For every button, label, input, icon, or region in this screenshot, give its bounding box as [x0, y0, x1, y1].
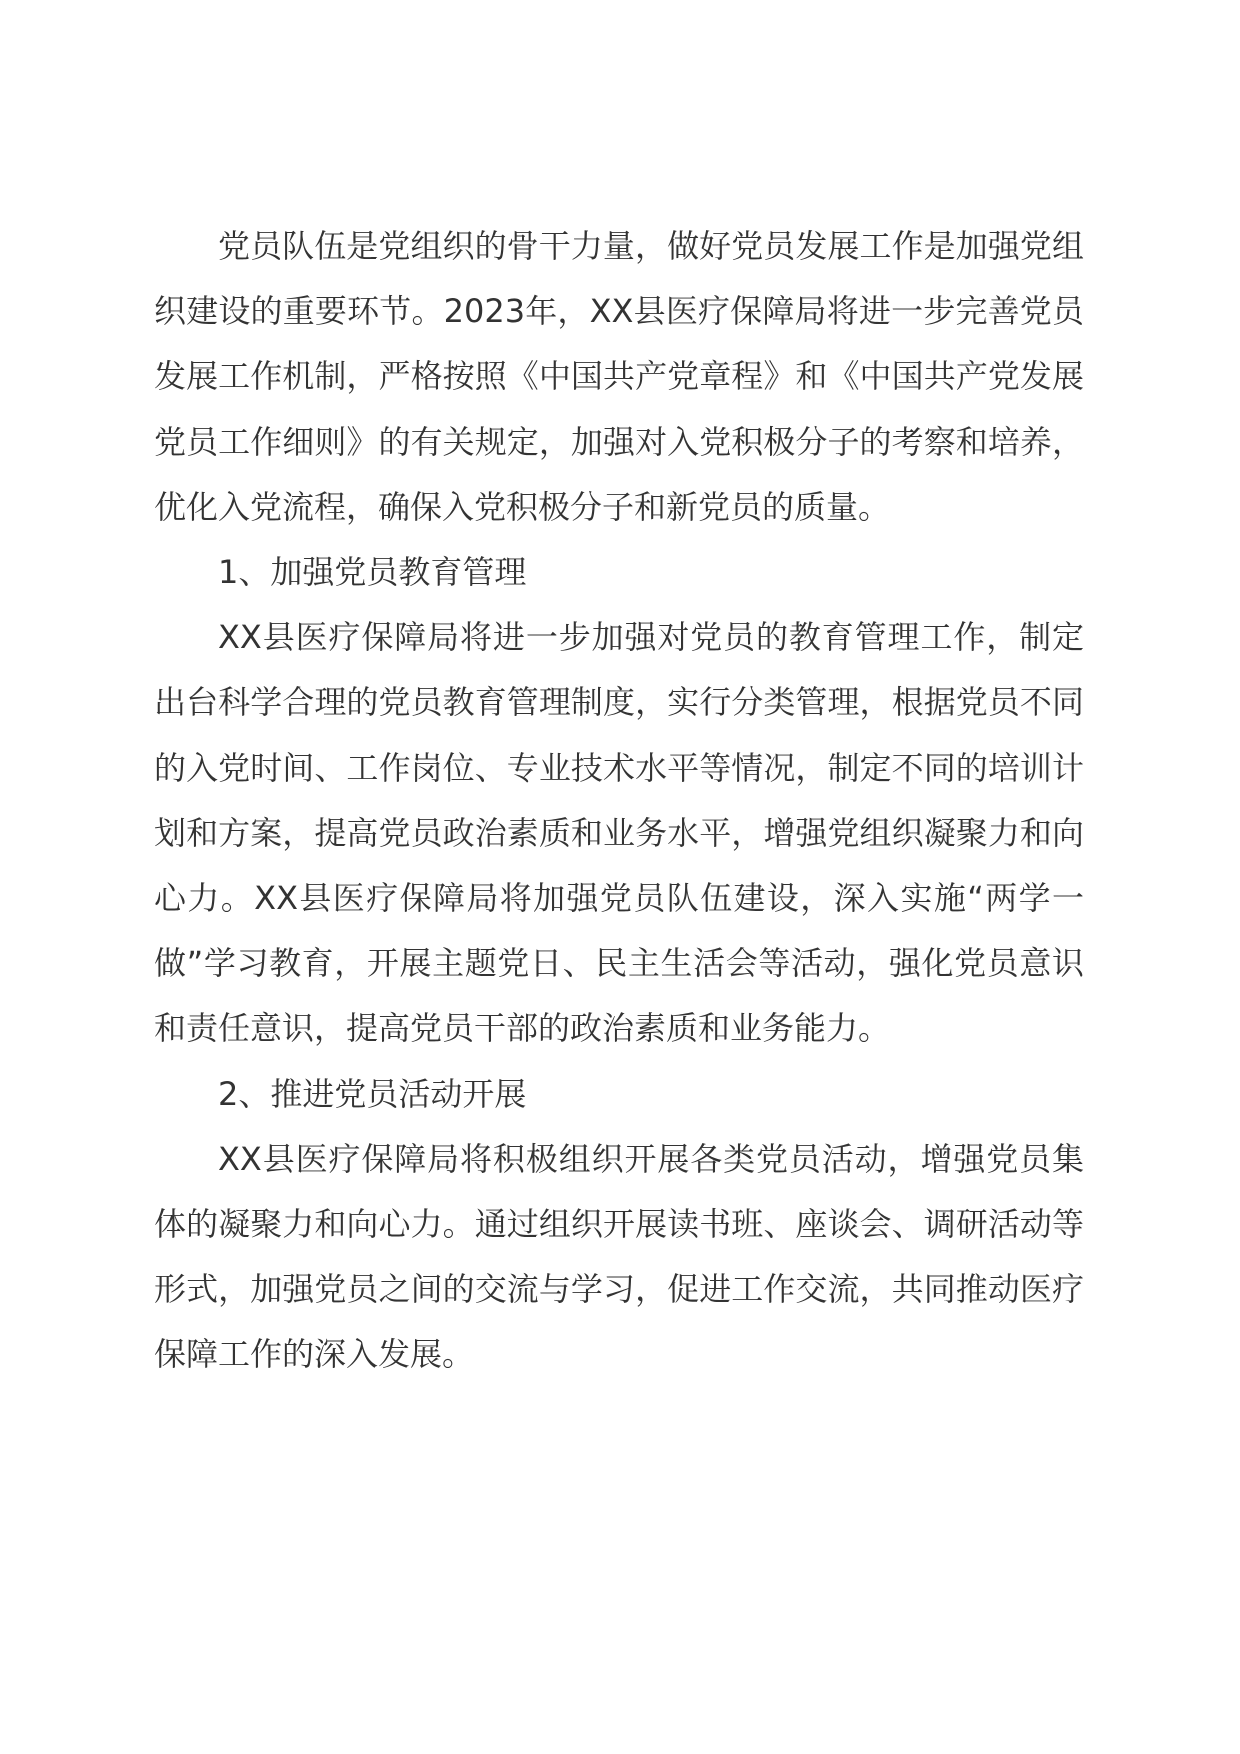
section-1-paragraph: XX县医疗保障局将进一步加强对党员的教育管理工作，制定出台科学合理的党员教育管理制度，实行分类管理，根据党员不同的入党时间、工作岗位、专业技术水平等情况，制定不同的培训计划和方案，提高党员政治素质和业务水平，增强党组织凝聚力和向心力。XX县医疗保障局将加强党员队伍建设，深入实施“两学一做”学习教育，开展主题党日、民主生活会等活动，强化党员意识和责任意识，提高党员干部的政治素质和业务能力。	[154, 618, 1084, 1048]
section-2-paragraph: XX县医疗保障局将积极组织开展各类党员活动，增强党员集体的凝聚力和向心力。通过组织开展读书班、座谈会、调研活动等形式，加强党员之间的交流与学习，促进工作交流，共同推动医疗保障工作的深入发展。	[154, 1139, 1084, 1374]
section-heading-1: 1、加强党员教育管理	[218, 553, 527, 592]
section-heading-2: 2、推进党员活动开展	[218, 1074, 527, 1113]
document-body	[154, 214, 1084, 1388]
intro-paragraph: 党员队伍是党组织的骨干力量，做好党员发展工作是加强党组织建设的重要环节。2023年，XX县医疗保障局将进一步完善党员发展工作机制，严格按照《中国共产党章程》和《中国共产党发展党员工作细则》的有关规定，加强对入党积极分子的考察和培养，优化入党流程，确保入党积极分子和新党员的质量。	[154, 227, 1084, 526]
